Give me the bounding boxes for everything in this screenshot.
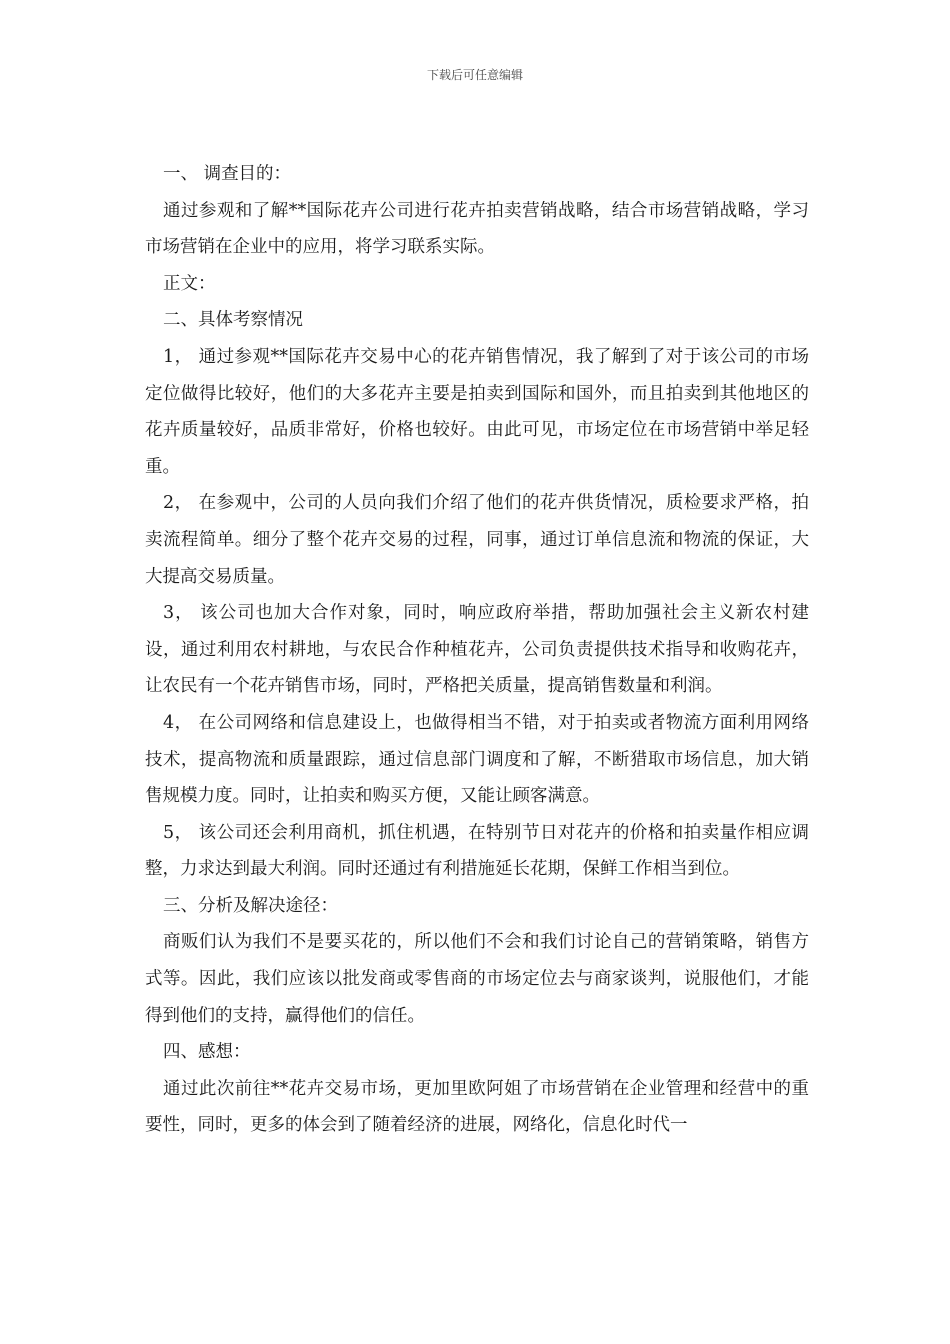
paragraph-item-2: 2， 在参观中，公司的人员向我们介绍了他们的花卉供货情况，质检要求严格，拍卖流程简单。细分了整个花卉交易的过程，同事，通过订单信息流和物流的保证，大大提高交易质量。 [145,493,809,587]
paragraph-item-3: 3， 该公司也加大合作对象，同时，响应政府举措，帮助加强社会主义新农村建设，通过利用农村耕地，与农民合作种植花卉，公司负责提供技术指导和收购花卉，让农民有一个花卉销售市场，同时，严格把关质量，提高销售数量和利润。 [145,603,809,697]
paragraph-purpose: 通过参观和了解**国际花卉公司进行花卉拍卖营销战略，结合市场营销战略，学习市场营销在企业中的应用，将学习联系实际。 [145,200,809,258]
section-heading-purpose: 一、 调查目的： [163,164,292,184]
paragraph-item-1: 1， 通过参观**国际花卉交易中心的花卉销售情况，我了解到了对于该公司的市场定位做得比较好，他们的大多花卉主要是拍卖到国际和国外，而且拍卖到其他地区的花卉质量较好，品质非常好，价格也较好。由此可见，市场定位在市场营销中举足轻重。 [145,346,809,477]
paragraph-item-4: 4， 在公司网络和信息建设上，也做得相当不错，对于拍卖或者物流方面利用网络技术，提高物流和质量跟踪，通过信息部门调度和了解，不断猎取市场信息，加大销售规模力度。同时，让拍卖和购买方便，又能让顾客满意。 [145,712,809,807]
paragraph-item-5: 5， 该公司还会利用商机，抓住机遇，在特别节日对花卉的价格和拍卖量作相应调整，力求达到最大利润。同时还通过有利措施延长花期，保鲜工作相当到位。 [145,822,809,880]
paragraph-analysis: 商贩们认为我们不是要买花的，所以他们不会和我们讨论自己的营销策略，销售方式等。因此，我们应该以批发商或零售商的市场定位去与商家谈判，说服他们，才能得到他们的支持，赢得他们的信任。 [145,932,809,1026]
page-header-note: 下载后可任意编辑 [426,68,523,82]
section-heading-reflections: 四、感想： [163,1042,251,1063]
section-heading-analysis: 三、分析及解决途径： [163,895,338,916]
section-heading-main-text: 正文： [163,273,216,294]
section-heading-inspection: 二、具体考察情况 [163,310,303,331]
paragraph-reflections: 通过此次前往**花卉交易市场，更加里欧阿姐了市场营销在企业管理和经营中的重要性，同时，更多的体会到了随着经济的进展，网络化，信息化时代一 [145,1078,809,1136]
document-body [145,156,809,1144]
